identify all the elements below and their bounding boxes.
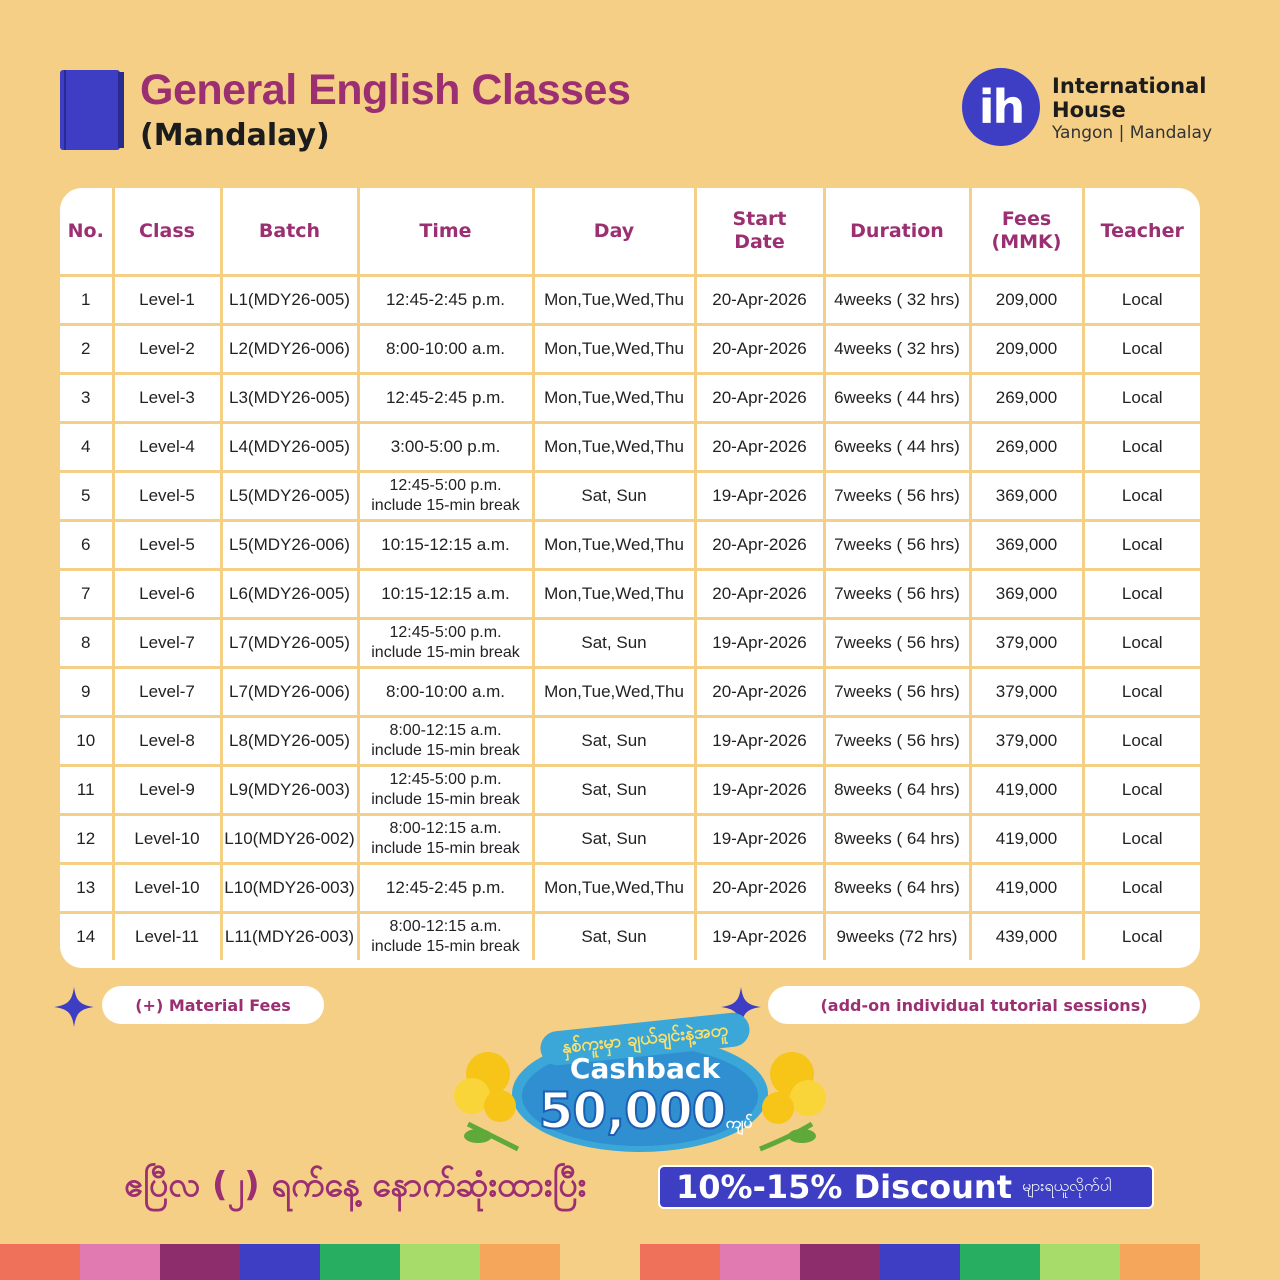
cell-start: 20-Apr-2026 xyxy=(695,521,824,570)
cell-start: 20-Apr-2026 xyxy=(695,864,824,913)
cell-class: Level-6 xyxy=(113,570,221,619)
cell-fees: 209,000 xyxy=(970,276,1083,325)
cell-batch: L1(MDY26-005) xyxy=(221,276,358,325)
cell-day: Mon,Tue,Wed,Thu xyxy=(533,374,695,423)
cell-duration: 7weeks ( 56 hrs) xyxy=(824,521,970,570)
cell-class: Level-11 xyxy=(113,913,221,961)
cell-no: 14 xyxy=(60,913,113,961)
cell-class: Level-2 xyxy=(113,325,221,374)
cell-class: Level-5 xyxy=(113,521,221,570)
color-stripe xyxy=(80,1244,160,1280)
cell-no: 2 xyxy=(60,325,113,374)
cell-day: Mon,Tue,Wed,Thu xyxy=(533,668,695,717)
color-stripe xyxy=(400,1244,480,1280)
cell-no: 12 xyxy=(60,815,113,864)
cell-duration: 6weeks ( 44 hrs) xyxy=(824,374,970,423)
time-range: 12:45-5:00 p.m. xyxy=(389,477,502,494)
cell-fees: 419,000 xyxy=(970,864,1083,913)
deadline-text: ဧပြီလ (၂) ရက်နေ့ နောက်ဆုံးထားပြီး xyxy=(124,1165,587,1205)
color-stripe xyxy=(320,1244,400,1280)
cashback-unit: ကျပ် xyxy=(725,1113,752,1132)
color-stripe xyxy=(960,1244,1040,1280)
color-stripe xyxy=(480,1244,560,1280)
cell-class: Level-1 xyxy=(113,276,221,325)
cell-time: 12:45-2:45 p.m. xyxy=(358,374,533,423)
cell-batch: L11(MDY26-003) xyxy=(221,913,358,961)
table-row xyxy=(60,913,1200,961)
table-row xyxy=(60,570,1200,619)
cell-day: Sat, Sun xyxy=(533,619,695,668)
table-row xyxy=(60,374,1200,423)
table-row xyxy=(60,472,1200,521)
cell-start: 20-Apr-2026 xyxy=(695,423,824,472)
class-schedule-table xyxy=(60,188,1200,968)
book-icon xyxy=(60,70,124,150)
cell-day: Sat, Sun xyxy=(533,717,695,766)
cell-duration: 4weeks ( 32 hrs) xyxy=(824,325,970,374)
time-note: include 15-min break xyxy=(371,938,520,955)
cell-start: 20-Apr-2026 xyxy=(695,325,824,374)
cell-start: 20-Apr-2026 xyxy=(695,668,824,717)
ih-logo-icon: ih xyxy=(962,68,1040,146)
table-row xyxy=(60,619,1200,668)
cell-start: 20-Apr-2026 xyxy=(695,374,824,423)
cell-batch: L10(MDY26-002) xyxy=(221,815,358,864)
promo-caption: နှစ်ကူးမှာ ချယ်ချင်းနဲ့အတူ xyxy=(539,1011,751,1067)
color-stripe xyxy=(1040,1244,1120,1280)
header-day: Day xyxy=(533,188,695,276)
cell-batch: L7(MDY26-005) xyxy=(221,619,358,668)
cell-day: Mon,Tue,Wed,Thu xyxy=(533,276,695,325)
cell-teacher: Local xyxy=(1083,619,1200,668)
color-stripe xyxy=(800,1244,880,1280)
cell-duration: 7weeks ( 56 hrs) xyxy=(824,717,970,766)
cell-teacher: Local xyxy=(1083,276,1200,325)
cell-fees: 269,000 xyxy=(970,374,1083,423)
cell-fees: 209,000 xyxy=(970,325,1083,374)
cell-no: 8 xyxy=(60,619,113,668)
time-range: 12:45-5:00 p.m. xyxy=(389,771,502,788)
cell-fees: 419,000 xyxy=(970,815,1083,864)
table-row xyxy=(60,668,1200,717)
header-batch: Batch xyxy=(221,188,358,276)
cell-fees: 379,000 xyxy=(970,668,1083,717)
cell-class: Level-10 xyxy=(113,864,221,913)
page-subtitle: (Mandalay) xyxy=(140,118,330,153)
header-time: Time xyxy=(358,188,533,276)
cell-duration: 7weeks ( 56 hrs) xyxy=(824,570,970,619)
cell-duration: 6weeks ( 44 hrs) xyxy=(824,423,970,472)
header-fees xyxy=(970,188,1083,276)
cell-batch: L6(MDY26-005) xyxy=(221,570,358,619)
cell-fees: 369,000 xyxy=(970,521,1083,570)
cell-no: 7 xyxy=(60,570,113,619)
cell-teacher: Local xyxy=(1083,325,1200,374)
cell-time: 10:15-12:15 a.m. xyxy=(358,570,533,619)
cell-batch: L2(MDY26-006) xyxy=(221,325,358,374)
page-title: General English Classes xyxy=(140,66,631,114)
header-class: Class xyxy=(113,188,221,276)
cell-day: Mon,Tue,Wed,Thu xyxy=(533,325,695,374)
header-fees-line2: (MMK) xyxy=(991,231,1062,253)
cell-no: 9 xyxy=(60,668,113,717)
cell-batch: L8(MDY26-005) xyxy=(221,717,358,766)
cell-time xyxy=(358,472,533,521)
table-row xyxy=(60,815,1200,864)
cell-start: 20-Apr-2026 xyxy=(695,570,824,619)
cell-teacher: Local xyxy=(1083,913,1200,961)
logo-text xyxy=(1052,74,1212,144)
cell-day: Sat, Sun xyxy=(533,472,695,521)
color-stripe xyxy=(160,1244,240,1280)
cell-no: 5 xyxy=(60,472,113,521)
discount-suffix: များရယူလိုက်ပါ xyxy=(1022,1176,1112,1195)
color-stripe xyxy=(1120,1244,1200,1280)
table-row xyxy=(60,717,1200,766)
cell-batch: L9(MDY26-003) xyxy=(221,766,358,815)
cell-day: Sat, Sun xyxy=(533,766,695,815)
cell-time xyxy=(358,766,533,815)
cell-time: 8:00-10:00 a.m. xyxy=(358,325,533,374)
cell-teacher: Local xyxy=(1083,864,1200,913)
header-start-line1: Start xyxy=(732,208,787,230)
cell-no: 10 xyxy=(60,717,113,766)
cell-class: Level-7 xyxy=(113,619,221,668)
cell-class: Level-9 xyxy=(113,766,221,815)
cell-duration: 4weeks ( 32 hrs) xyxy=(824,276,970,325)
cell-teacher: Local xyxy=(1083,668,1200,717)
cell-batch: L7(MDY26-006) xyxy=(221,668,358,717)
logo-line-1: International xyxy=(1052,74,1207,98)
cell-start: 19-Apr-2026 xyxy=(695,619,824,668)
cell-time xyxy=(358,815,533,864)
cell-no: 13 xyxy=(60,864,113,913)
cell-teacher: Local xyxy=(1083,423,1200,472)
header-teacher: Teacher xyxy=(1083,188,1200,276)
cell-no: 11 xyxy=(60,766,113,815)
time-note: include 15-min break xyxy=(371,742,520,759)
cell-fees: 439,000 xyxy=(970,913,1083,961)
cell-duration: 7weeks ( 56 hrs) xyxy=(824,619,970,668)
cell-no: 1 xyxy=(60,276,113,325)
cell-day: Mon,Tue,Wed,Thu xyxy=(533,521,695,570)
table-row xyxy=(60,521,1200,570)
cell-fees: 369,000 xyxy=(970,570,1083,619)
time-range: 12:45-5:00 p.m. xyxy=(389,624,502,641)
logo-line-2: House xyxy=(1052,98,1126,122)
cashback-value: 50,000 xyxy=(538,1082,726,1140)
cell-fees: 369,000 xyxy=(970,472,1083,521)
table-row xyxy=(60,276,1200,325)
cell-no: 3 xyxy=(60,374,113,423)
cell-time: 10:15-12:15 a.m. xyxy=(358,521,533,570)
cell-fees: 419,000 xyxy=(970,766,1083,815)
cell-teacher: Local xyxy=(1083,766,1200,815)
cell-day: Mon,Tue,Wed,Thu xyxy=(533,864,695,913)
cell-class: Level-3 xyxy=(113,374,221,423)
cell-teacher: Local xyxy=(1083,815,1200,864)
time-range: 8:00-12:15 a.m. xyxy=(389,820,502,837)
cell-start: 19-Apr-2026 xyxy=(695,472,824,521)
table-row xyxy=(60,423,1200,472)
cell-duration: 8weeks ( 64 hrs) xyxy=(824,864,970,913)
discount-label: 10%-15% Discount xyxy=(676,1168,1012,1206)
cell-batch: L3(MDY26-005) xyxy=(221,374,358,423)
cell-time xyxy=(358,717,533,766)
cell-time: 12:45-2:45 p.m. xyxy=(358,276,533,325)
cell-start: 20-Apr-2026 xyxy=(695,276,824,325)
color-stripe xyxy=(640,1244,720,1280)
cell-fees: 269,000 xyxy=(970,423,1083,472)
cell-start: 19-Apr-2026 xyxy=(695,766,824,815)
table-row xyxy=(60,766,1200,815)
cell-class: Level-7 xyxy=(113,668,221,717)
cashback-amount xyxy=(520,1082,770,1140)
color-stripe xyxy=(880,1244,960,1280)
header-start-line2: Date xyxy=(734,231,785,253)
cell-start: 19-Apr-2026 xyxy=(695,913,824,961)
time-note: include 15-min break xyxy=(371,497,520,514)
cell-class: Level-5 xyxy=(113,472,221,521)
cell-batch: L4(MDY26-005) xyxy=(221,423,358,472)
cell-day: Mon,Tue,Wed,Thu xyxy=(533,423,695,472)
cell-day: Sat, Sun xyxy=(533,913,695,961)
header-start-date xyxy=(695,188,824,276)
cell-duration: 9weeks (72 hrs) xyxy=(824,913,970,961)
time-range: 8:00-12:15 a.m. xyxy=(389,918,502,935)
cell-teacher: Local xyxy=(1083,717,1200,766)
cell-no: 4 xyxy=(60,423,113,472)
color-stripe xyxy=(720,1244,800,1280)
cell-teacher: Local xyxy=(1083,521,1200,570)
cell-duration: 7weeks ( 56 hrs) xyxy=(824,668,970,717)
cell-class: Level-8 xyxy=(113,717,221,766)
header-duration: Duration xyxy=(824,188,970,276)
cell-batch: L5(MDY26-006) xyxy=(221,521,358,570)
table-row xyxy=(60,325,1200,374)
cell-batch: L5(MDY26-005) xyxy=(221,472,358,521)
cell-duration: 8weeks ( 64 hrs) xyxy=(824,766,970,815)
time-note: include 15-min break xyxy=(371,644,520,661)
cell-duration: 8weeks ( 64 hrs) xyxy=(824,815,970,864)
cell-teacher: Local xyxy=(1083,374,1200,423)
time-note: include 15-min break xyxy=(371,791,520,808)
cell-duration: 7weeks ( 56 hrs) xyxy=(824,472,970,521)
cell-start: 19-Apr-2026 xyxy=(695,717,824,766)
cell-start: 19-Apr-2026 xyxy=(695,815,824,864)
cell-time: 8:00-10:00 a.m. xyxy=(358,668,533,717)
cell-time: 3:00-5:00 p.m. xyxy=(358,423,533,472)
material-fees-note: (+) Material Fees xyxy=(102,986,324,1024)
sparkle-icon xyxy=(54,987,94,1027)
cell-time: 12:45-2:45 p.m. xyxy=(358,864,533,913)
logo-line-3: Yangon | Mandalay xyxy=(1052,123,1213,143)
discount-banner xyxy=(658,1165,1154,1209)
cell-fees: 379,000 xyxy=(970,619,1083,668)
color-stripe xyxy=(0,1244,80,1280)
header-fees-line1: Fees xyxy=(1001,208,1052,230)
table-row xyxy=(60,864,1200,913)
color-stripe xyxy=(240,1244,320,1280)
cell-day: Sat, Sun xyxy=(533,815,695,864)
cell-teacher: Local xyxy=(1083,570,1200,619)
cell-teacher: Local xyxy=(1083,472,1200,521)
cell-class: Level-4 xyxy=(113,423,221,472)
time-note: include 15-min break xyxy=(371,840,520,857)
cashback-label: Cashback xyxy=(569,1052,721,1085)
cell-batch: L10(MDY26-003) xyxy=(221,864,358,913)
time-range: 8:00-12:15 a.m. xyxy=(389,722,502,739)
cell-day: Mon,Tue,Wed,Thu xyxy=(533,570,695,619)
cell-fees: 379,000 xyxy=(970,717,1083,766)
flower-icon xyxy=(454,1052,518,1149)
table-header-row xyxy=(60,188,1200,276)
cell-time xyxy=(358,913,533,961)
tutorial-note: (add-on individual tutorial sessions) xyxy=(768,986,1200,1024)
cell-class: Level-10 xyxy=(113,815,221,864)
cell-no: 6 xyxy=(60,521,113,570)
header-no: No. xyxy=(60,188,113,276)
cell-time xyxy=(358,619,533,668)
